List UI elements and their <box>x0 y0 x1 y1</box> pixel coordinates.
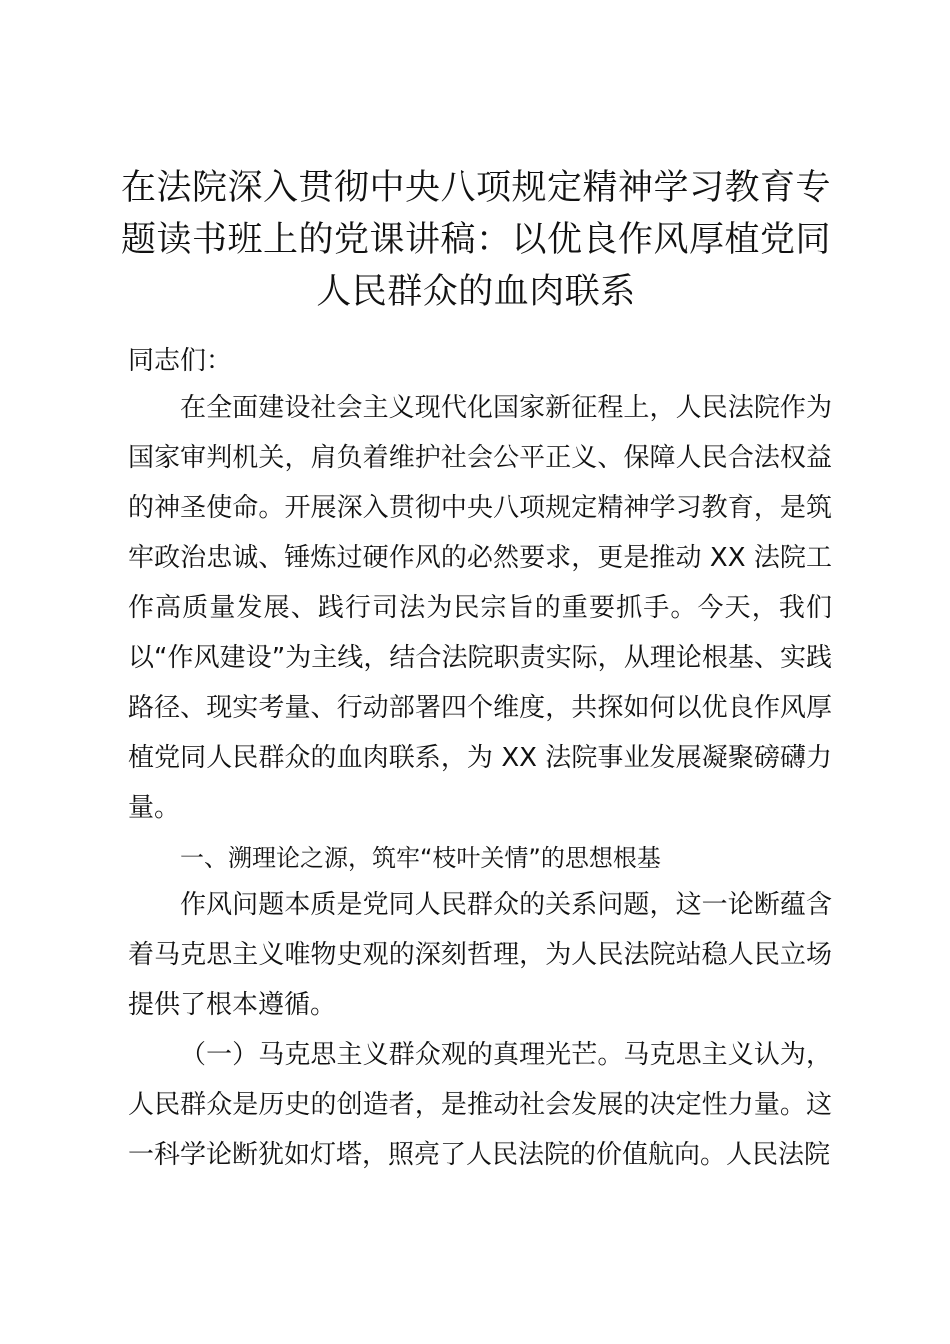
paragraph-intro: 在全面建设社会主义现代化国家新征程上，人民法院作为国家审判机关，肩负着维护社会公平正义、保障人民合法权益的神圣使命。开展深入贯彻中央八项规定精神学习教育，是筑牢政治忠诚、锤炼过硬作风的必然要求，更是推动 XX 法院工作高质量发展、践行司法为民宗旨的重要抓手。今天，我们以“作风建设”为主线，结合法院职责实际，从理论根基、实践路径、现实考量、行动部署四个维度，共探如何以优良作风厚植党同人民群众的血肉联系，为 XX 法院事业发展凝聚磅礴力量。 <box>128 393 832 823</box>
paragraph-section-1: 作风问题本质是党同人民群众的关系问题，这一论断蕴含着马克思主义唯物史观的深刻哲理，为人民法院站稳人民立场提供了根本遵循。 <box>128 890 832 1020</box>
section-heading-1: 一、溯理论之源，筑牢“枝叶关情”的思想根基 <box>180 844 661 872</box>
document-title: 在法院深入贯彻中央八项规定精神学习教育专题读书班上的党课讲稿：以优良作风厚植党同人民群众的血肉联系 <box>120 168 831 312</box>
salutation: 同志们： <box>128 346 233 376</box>
paragraph-subsection-1: （一）马克思主义群众观的真理光芒。马克思主义认为，人民群众是历史的创造者，是推动社会发展的决定性力量。这一科学论断犹如灯塔，照亮了人民法院的价值航向。人民法院 <box>128 1040 832 1170</box>
